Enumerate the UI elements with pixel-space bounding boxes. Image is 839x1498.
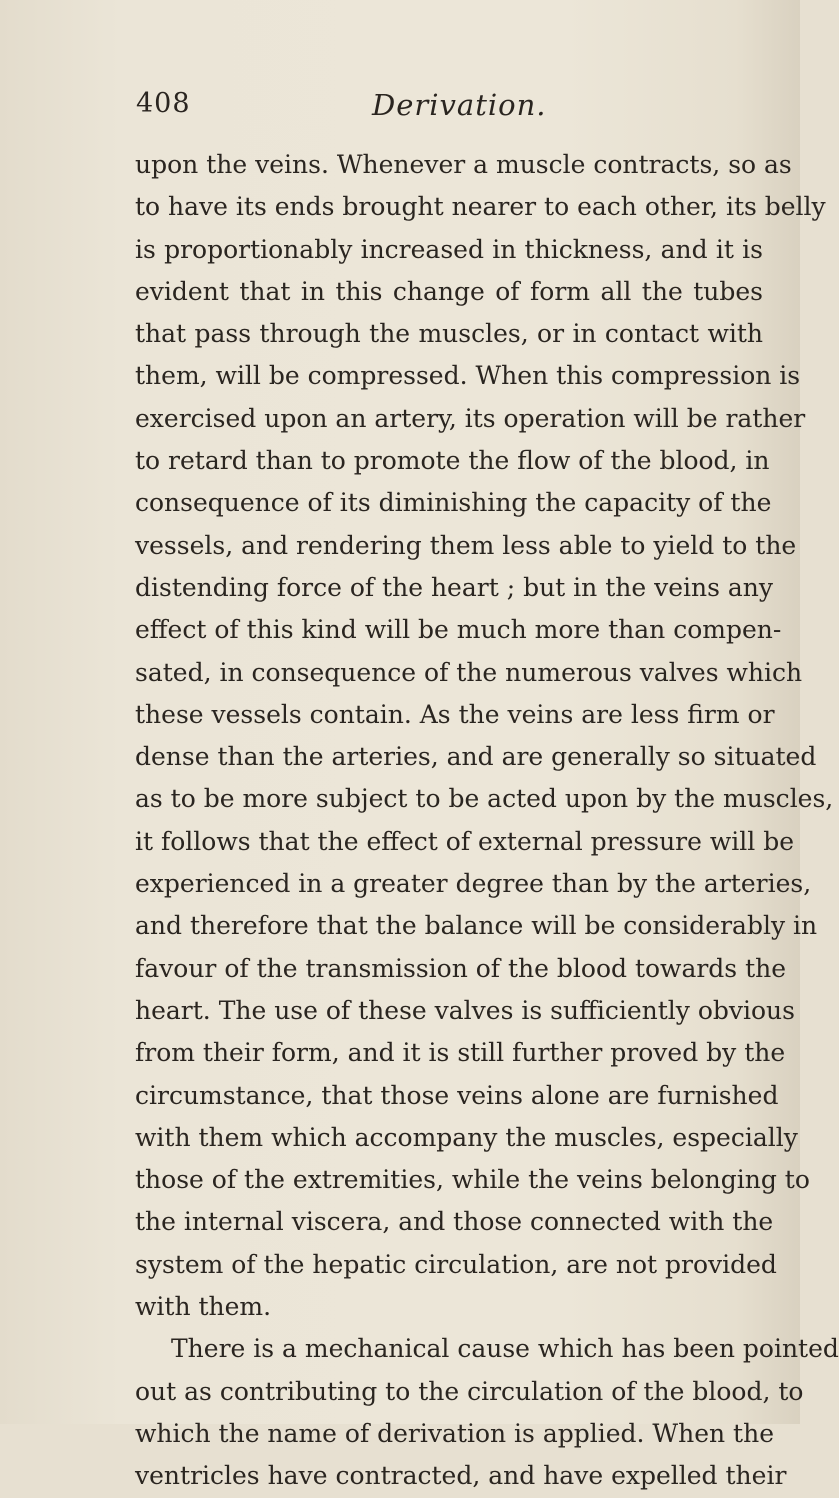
text-line: vessels, and rendering them less able to yield to the xyxy=(135,530,797,560)
text-line: the internal viscera, and those connected with the xyxy=(135,1207,774,1237)
page-number: 408 xyxy=(136,88,191,119)
text-line: out as contributing to the circulation of the blood, to xyxy=(135,1376,804,1406)
running-title: Derivation. xyxy=(372,88,547,122)
text-line: distending force of the heart ; but in the veins any xyxy=(135,572,774,602)
text-line: exercised upon an artery, its operation will be rather xyxy=(135,403,806,433)
text-line: from their form, and it is still further proved by the xyxy=(135,1038,786,1068)
text-line: it follows that the effect of external pressure will be xyxy=(135,826,795,856)
text-line: upon the veins. Whenever a muscle contracts, so as xyxy=(135,150,792,179)
text-line: favour of the transmission of the blood towards the xyxy=(135,953,787,983)
text-line: ventricles have contracted, and have expelled their xyxy=(135,1461,787,1491)
text-line: with them which accompany the muscles, especially xyxy=(135,1122,798,1152)
text-line: as to be more subject to be acted upon by the muscles, xyxy=(135,784,834,814)
text-line: dense than the arteries, and are generally so situated xyxy=(135,742,817,772)
text-line: and therefore that the balance will be considerably in xyxy=(135,911,818,941)
text-line: is proportionably increased in thickness, and it is xyxy=(135,234,763,264)
text-line: them, will be compressed. When this compression is xyxy=(135,361,801,391)
text-line: consequence of its diminishing the capacity of the xyxy=(135,488,772,518)
text-line: that pass through the muscles, or in contact with xyxy=(135,319,763,349)
text-line: those of the extremities, while the veins belonging to xyxy=(135,1165,810,1195)
text-line: heart. The use of these valves is sufficiently obvious xyxy=(135,995,795,1025)
text-line: There is a mechanical cause which has been pointed xyxy=(171,1334,839,1364)
text-line: sated, in consequence of the numerous valves which xyxy=(135,657,803,687)
page-header xyxy=(136,88,756,128)
text-line: experienced in a greater degree than by the arteries, xyxy=(135,869,812,899)
text-line: which the name of derivation is applied. When the xyxy=(135,1418,775,1448)
text-line: circumstance, that those veins alone are furnished xyxy=(135,1080,779,1110)
body-text xyxy=(135,144,839,1498)
text-line: evident that in this change of form all the tubes xyxy=(135,276,763,306)
text-line: these vessels contain. As the veins are less firm or xyxy=(135,699,775,729)
text-line: to have its ends brought nearer to each other, its belly xyxy=(135,192,826,222)
text-line: to retard than to promote the flow of the blood, in xyxy=(135,446,770,476)
text-line: system of the hepatic circulation, are not provided xyxy=(135,1249,777,1279)
text-line: with them. xyxy=(135,1292,272,1322)
text-line: effect of this kind will be much more than compen- xyxy=(135,615,782,645)
